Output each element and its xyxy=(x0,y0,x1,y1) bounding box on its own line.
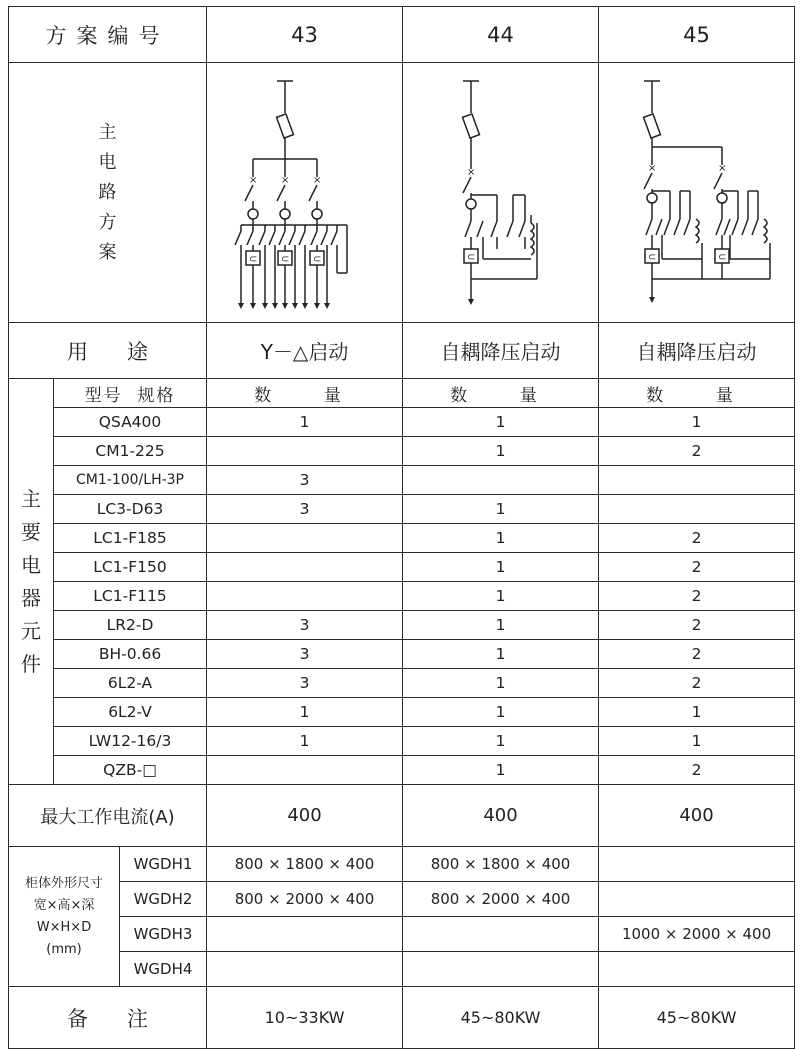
svg-text:×: × xyxy=(717,162,726,174)
component-row xyxy=(9,698,795,727)
qty-header-44: 数 量 xyxy=(403,379,599,408)
component-model: LC1-F185 xyxy=(54,524,207,553)
main-circuit-label: 主 电 路 方 案 xyxy=(9,63,207,323)
qty-45: 2 xyxy=(599,756,795,785)
qty-45 xyxy=(599,466,795,495)
svg-text:×: × xyxy=(248,174,257,186)
component-row xyxy=(9,727,795,756)
component-model: CM1-100/LH-3P xyxy=(54,466,207,495)
max-current-44: 400 xyxy=(403,785,599,847)
circuit-diagram-44 xyxy=(403,63,599,323)
qty-45: 2 xyxy=(599,669,795,698)
qty-45: 2 xyxy=(599,640,795,669)
qty-43 xyxy=(207,553,403,582)
component-row xyxy=(9,756,795,785)
dimension-44 xyxy=(403,917,599,952)
qty-44: 1 xyxy=(403,727,599,756)
component-model: LC1-F150 xyxy=(54,553,207,582)
dimension-43: 800 × 2000 × 400 xyxy=(207,882,403,917)
qty-43 xyxy=(207,524,403,553)
circuit-diagram-45 xyxy=(599,63,795,323)
svg-text:⊂: ⊂ xyxy=(248,253,257,265)
qty-44: 1 xyxy=(403,553,599,582)
svg-text:⊂: ⊂ xyxy=(647,251,656,263)
component-row xyxy=(9,582,795,611)
component-row xyxy=(9,553,795,582)
cabinet-code: WGDH4 xyxy=(120,952,207,987)
qty-44: 1 xyxy=(403,408,599,437)
component-model: LW12-16/3 xyxy=(54,727,207,756)
dimension-45 xyxy=(599,882,795,917)
scheme-number-43: 43 xyxy=(207,7,403,63)
components-header-row xyxy=(9,379,795,408)
qty-43: 1 xyxy=(207,408,403,437)
qty-44: 1 xyxy=(403,669,599,698)
svg-text:⊂: ⊂ xyxy=(466,251,475,263)
qty-45: 2 xyxy=(599,582,795,611)
qty-45: 1 xyxy=(599,698,795,727)
spec-table xyxy=(8,6,795,1049)
dimension-row xyxy=(9,847,795,882)
dimension-44: 800 × 1800 × 400 xyxy=(403,847,599,882)
max-current-label: 最大工作电流(A) xyxy=(9,785,207,847)
max-current-45: 400 xyxy=(599,785,795,847)
dimension-45 xyxy=(599,847,795,882)
usage-44: 自耦降压启动 xyxy=(403,323,599,379)
qty-44: 1 xyxy=(403,698,599,727)
main-components-label: 主 要 电 器 元 件 xyxy=(9,379,54,785)
qty-header-45: 数 量 xyxy=(599,379,795,408)
dimension-43: 800 × 1800 × 400 xyxy=(207,847,403,882)
dimension-44: 800 × 2000 × 400 xyxy=(403,882,599,917)
qty-43 xyxy=(207,756,403,785)
qty-43: 3 xyxy=(207,669,403,698)
circuit-diagram-43 xyxy=(207,63,403,323)
qty-44: 1 xyxy=(403,756,599,785)
qty-43: 1 xyxy=(207,698,403,727)
cabinet-code: WGDH2 xyxy=(120,882,207,917)
component-model: LR2-D xyxy=(54,611,207,640)
svg-text:×: × xyxy=(647,162,656,174)
svg-text:⊂: ⊂ xyxy=(280,253,289,265)
notes-row xyxy=(9,987,795,1049)
notes-44: 45~80KW xyxy=(403,987,599,1049)
component-row xyxy=(9,437,795,466)
cabinet-code: WGDH3 xyxy=(120,917,207,952)
svg-text:⊂: ⊂ xyxy=(717,251,726,263)
component-model: QSA400 xyxy=(54,408,207,437)
usage-45: 自耦降压启动 xyxy=(599,323,795,379)
scheme-number-44: 44 xyxy=(403,7,599,63)
scheme-number-label: 方案编号 xyxy=(9,7,207,63)
autotransformer-circuit-diagram xyxy=(421,73,581,313)
max-current-43: 400 xyxy=(207,785,403,847)
dimension-43 xyxy=(207,952,403,987)
qty-45: 2 xyxy=(599,437,795,466)
component-model: QZB-□ xyxy=(54,756,207,785)
usage-row xyxy=(9,323,795,379)
dimension-44 xyxy=(403,952,599,987)
qty-44 xyxy=(403,466,599,495)
usage-43: Y－△启动 xyxy=(207,323,403,379)
qty-43 xyxy=(207,437,403,466)
qty-44: 1 xyxy=(403,640,599,669)
notes-43: 10~33KW xyxy=(207,987,403,1049)
component-row xyxy=(9,408,795,437)
component-row xyxy=(9,669,795,698)
qty-43: 3 xyxy=(207,495,403,524)
component-row xyxy=(9,495,795,524)
component-model: CM1-225 xyxy=(54,437,207,466)
header-row xyxy=(9,7,795,63)
dimension-row xyxy=(9,952,795,987)
qty-45: 2 xyxy=(599,553,795,582)
component-model: LC1-F115 xyxy=(54,582,207,611)
component-row xyxy=(9,611,795,640)
max-current-row xyxy=(9,785,795,847)
qty-43: 1 xyxy=(207,727,403,756)
model-spec-header: 型号 规格 xyxy=(54,379,207,408)
component-model: LC3-D63 xyxy=(54,495,207,524)
dimension-43 xyxy=(207,917,403,952)
circuit-row xyxy=(9,63,795,323)
dimension-row xyxy=(9,882,795,917)
svg-text:×: × xyxy=(312,174,321,186)
qty-header-43: 数 量 xyxy=(207,379,403,408)
component-row xyxy=(9,640,795,669)
component-row xyxy=(9,524,795,553)
qty-44: 1 xyxy=(403,524,599,553)
dimension-row xyxy=(9,917,795,952)
dimension-45 xyxy=(599,952,795,987)
qty-43: 3 xyxy=(207,466,403,495)
qty-43 xyxy=(207,582,403,611)
qty-44: 1 xyxy=(403,495,599,524)
qty-43: 3 xyxy=(207,640,403,669)
component-row xyxy=(9,466,795,495)
qty-45: 2 xyxy=(599,611,795,640)
qty-45 xyxy=(599,495,795,524)
svg-text:×: × xyxy=(466,166,475,178)
cabinet-code: WGDH1 xyxy=(120,847,207,882)
qty-45: 1 xyxy=(599,408,795,437)
component-model: 6L2-A xyxy=(54,669,207,698)
component-model: BH-0.66 xyxy=(54,640,207,669)
qty-44: 1 xyxy=(403,611,599,640)
star-delta-circuit-diagram xyxy=(225,73,385,313)
dual-autotransformer-circuit-diagram xyxy=(612,73,782,313)
qty-45: 1 xyxy=(599,727,795,756)
qty-44: 1 xyxy=(403,582,599,611)
component-model: 6L2-V xyxy=(54,698,207,727)
usage-label: 用 途 xyxy=(9,323,207,379)
qty-43: 3 xyxy=(207,611,403,640)
notes-label: 备 注 xyxy=(9,987,207,1049)
svg-text:×: × xyxy=(280,174,289,186)
qty-45: 2 xyxy=(599,524,795,553)
scheme-number-45: 45 xyxy=(599,7,795,63)
svg-text:⊂: ⊂ xyxy=(312,253,321,265)
notes-45: 45~80KW xyxy=(599,987,795,1049)
qty-44: 1 xyxy=(403,437,599,466)
cabinet-dimensions-label: 柜体外形尺寸 宽×高×深 W×H×D (mm) xyxy=(9,847,120,987)
dimension-45: 1000 × 2000 × 400 xyxy=(599,917,795,952)
